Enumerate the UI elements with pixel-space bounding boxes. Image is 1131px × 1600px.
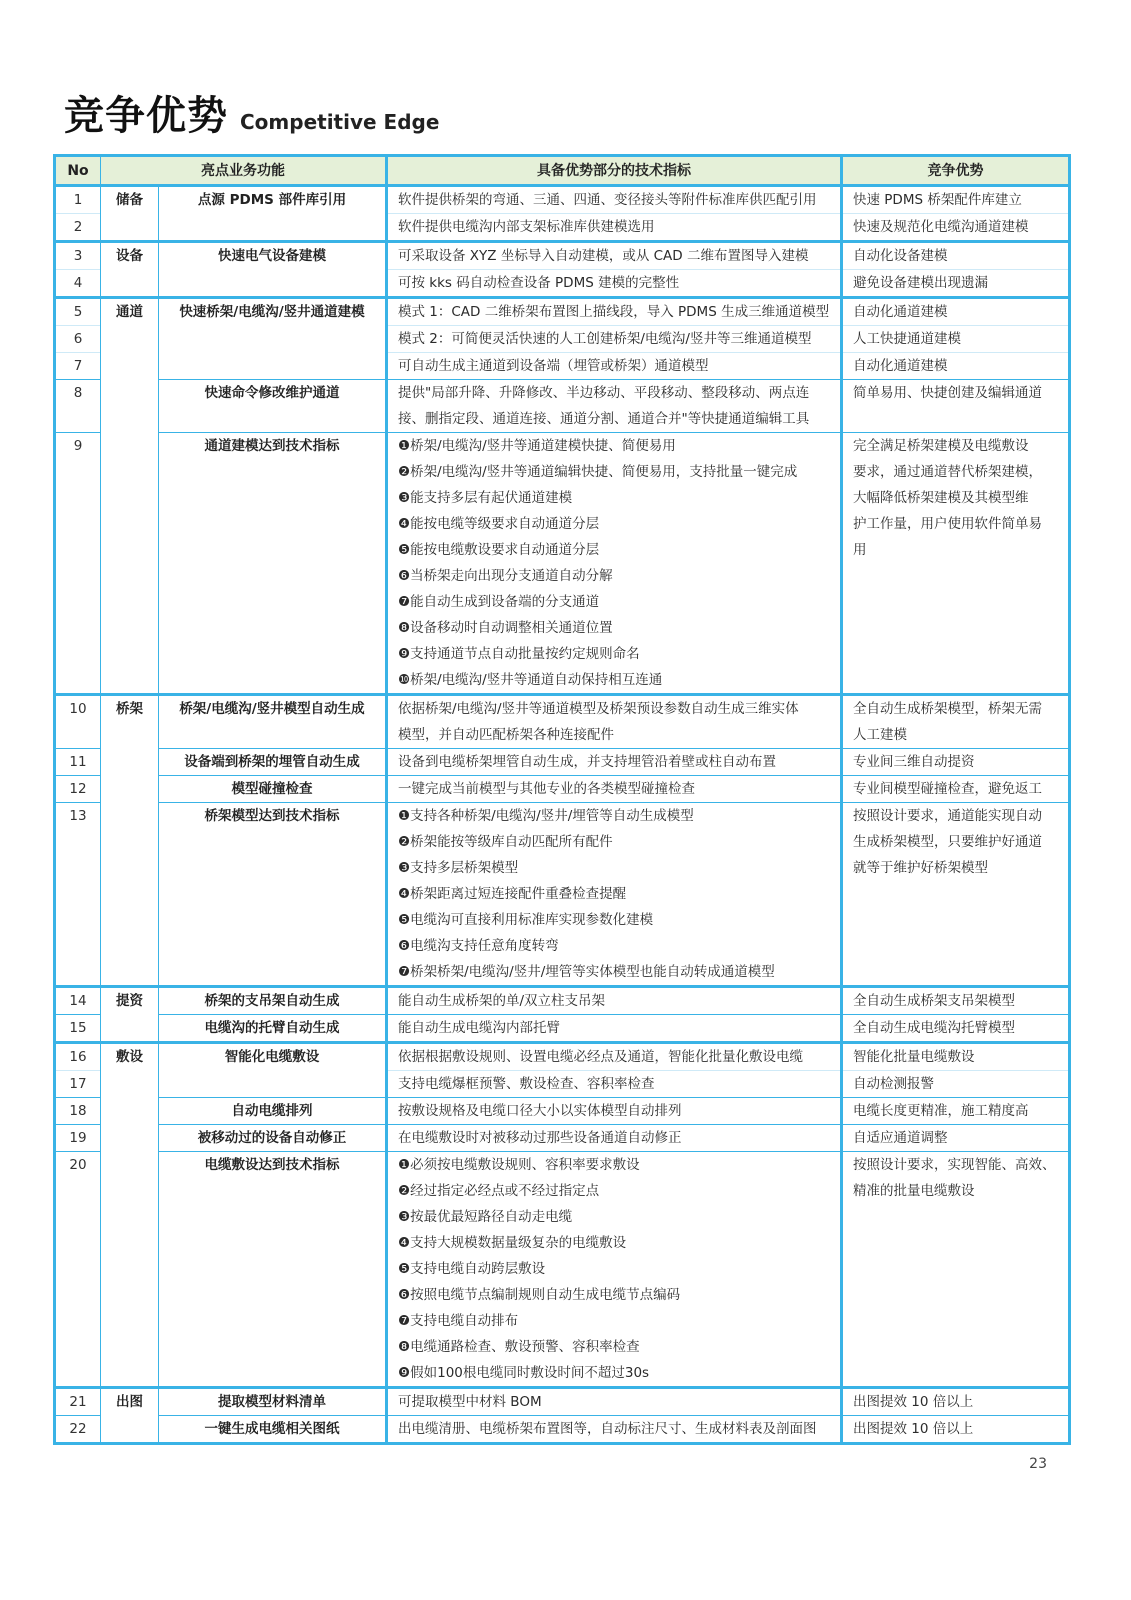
indicator-text: ❶桥架/电缆沟/竖井等通道建模快捷、简便易用 [398, 438, 676, 454]
row-number: 10 [55, 695, 101, 749]
indicator-text: ❶支持各种桥架/电缆沟/竖井/埋管等自动生成模型 [398, 808, 694, 824]
header-feature: 亮点业务功能 [101, 156, 387, 186]
advantage-text: 智能化批量电缆敷设 [853, 1049, 975, 1065]
advantage-cell [842, 803, 1070, 987]
advantage-text: 电缆长度更精准，施工精度高 [853, 1103, 1029, 1119]
indicator-cell [387, 1125, 842, 1152]
table-row [55, 433, 1070, 695]
competitive-edge-table [53, 154, 1071, 1445]
row-number: 18 [55, 1098, 101, 1125]
advantage-cell [842, 749, 1070, 776]
indicator-text: ❺电缆沟可直接利用标准库实现参数化建模 [398, 912, 654, 928]
indicator-cell [387, 214, 842, 242]
indicator-text: 出电缆清册、电缆桥架布置图等，自动标注尺寸、生成材料表及剖面图 [398, 1421, 817, 1437]
feature-cell: 桥架/电缆沟/竖井模型自动生成 [159, 695, 387, 749]
indicator-text: 设备到电缆桥架埋管自动生成，并支持埋管沿着壁或柱自动布置 [398, 754, 776, 770]
advantage-cell [842, 214, 1070, 242]
advantage-cell [842, 776, 1070, 803]
advantage-text: 人工快捷通道建模 [853, 331, 961, 347]
page-title: 竞争优势 [64, 93, 228, 139]
indicator-cell [387, 695, 842, 749]
indicator-cell [387, 186, 842, 214]
table-row [55, 803, 1070, 987]
indicator-cell [387, 1098, 842, 1125]
indicator-text: 能自动生成电缆沟内部托臂 [398, 1020, 560, 1036]
row-number: 8 [55, 380, 101, 433]
table-row [55, 1416, 1070, 1444]
indicator-text: ❺支持电缆自动跨层敷设 [398, 1261, 546, 1277]
row-number: 7 [55, 353, 101, 380]
indicator-text: 可自动生成主通道到设备端（埋管或桥架）通道模型 [398, 358, 709, 374]
indicator-text: 可按 kks 码自动检查设备 PDMS 建模的完整性 [398, 275, 680, 291]
advantage-text: 全自动生成电缆沟托臂模型 [853, 1020, 1015, 1036]
advantage-text: 自动化设备建模 [853, 248, 948, 264]
row-number: 17 [55, 1071, 101, 1098]
table-row [55, 749, 1070, 776]
advantage-text: 用 [853, 542, 867, 558]
row-number: 4 [55, 270, 101, 298]
category-cell: 设备 [101, 242, 159, 298]
indicator-cell [387, 1043, 842, 1071]
row-number: 11 [55, 749, 101, 776]
indicator-cell [387, 270, 842, 298]
indicator-text: ❾假如100根电缆同时敷设时间不超过30s [398, 1365, 650, 1381]
table-row [55, 776, 1070, 803]
indicator-cell [387, 353, 842, 380]
indicator-text: ❼能自动生成到设备端的分支通道 [398, 594, 600, 610]
feature-cell: 智能化电缆敷设 [159, 1043, 387, 1098]
advantage-cell [842, 242, 1070, 270]
indicator-text: 一键完成当前模型与其他专业的各类模型碰撞检查 [398, 781, 695, 797]
indicator-text: ❷桥架能按等级库自动匹配所有配件 [398, 834, 613, 850]
header-indicator: 具备优势部分的技术指标 [387, 156, 842, 186]
indicator-cell [387, 1071, 842, 1098]
feature-cell: 快速电气设备建模 [159, 242, 387, 298]
header-no: No [55, 156, 101, 186]
indicator-cell [387, 298, 842, 326]
table-row [55, 242, 1070, 270]
indicator-text: ❷桥架/电缆沟/竖井等通道编辑快捷、简便易用，支持批量一键完成 [398, 464, 798, 480]
advantage-text: 出图提效 10 倍以上 [853, 1394, 974, 1410]
advantage-text: 要求，通过通道替代桥架建模， [853, 464, 1042, 480]
indicator-cell [387, 776, 842, 803]
advantage-cell [842, 695, 1070, 749]
indicator-text: 支持电缆爆框预警、敷设检查、容积率检查 [398, 1076, 655, 1092]
header-advantage: 竞争优势 [842, 156, 1070, 186]
indicator-text: 按敷设规格及电缆口径大小以实体模型自动排列 [398, 1103, 682, 1119]
table-row [55, 1388, 1070, 1416]
advantage-text: 简单易用、快捷创建及编辑通道 [853, 385, 1042, 401]
indicator-text: 在电缆敷设时对被移动过那些设备通道自动修正 [398, 1130, 682, 1146]
indicator-text: 可采取设备 XYZ 坐标导入自动建模，或从 CAD 二维布置图导入建模 [398, 248, 809, 264]
advantage-cell [842, 380, 1070, 433]
table-row [55, 186, 1070, 214]
indicator-text: 可提取模型中材料 BOM [398, 1394, 542, 1410]
advantage-cell [842, 1125, 1070, 1152]
row-number: 16 [55, 1043, 101, 1071]
feature-cell: 电缆敷设达到技术指标 [159, 1152, 387, 1388]
advantage-text: 精准的批量电缆敷设 [853, 1183, 975, 1199]
row-number: 6 [55, 326, 101, 353]
advantage-text: 按照设计要求，通道能实现自动 [853, 808, 1042, 824]
feature-cell: 快速桥架/电缆沟/竖井通道建模 [159, 298, 387, 380]
advantage-cell [842, 270, 1070, 298]
advantage-text: 快速及规范化电缆沟通道建模 [853, 219, 1029, 235]
table-header-row [55, 156, 1070, 186]
advantage-cell [842, 1071, 1070, 1098]
row-number: 13 [55, 803, 101, 987]
advantage-text: 人工建模 [853, 727, 907, 743]
indicator-text: ❾支持通道节点自动批量按约定规则命名 [398, 646, 640, 662]
feature-cell: 设备端到桥架的埋管自动生成 [159, 749, 387, 776]
advantage-text: 避免设备建模出现遗漏 [853, 275, 988, 291]
indicator-cell [387, 1416, 842, 1444]
advantage-text: 就等于维护好桥架模型 [853, 860, 988, 876]
advantage-text: 专业间三维自动提资 [853, 754, 975, 770]
indicator-text: 提供"局部升降、升降修改、半边移动、平段移动、整段移动、两点连 [398, 385, 810, 401]
feature-cell: 模型碰撞检查 [159, 776, 387, 803]
indicator-cell [387, 1152, 842, 1388]
indicator-text: 能自动生成桥架的单/双立柱支吊架 [398, 993, 606, 1009]
advantage-text: 大幅降低桥架建模及其模型维 [853, 490, 1029, 506]
indicator-text: ❸按最优最短路径自动走电缆 [398, 1209, 573, 1225]
indicator-text: ❹能按电缆等级要求自动通道分层 [398, 516, 600, 532]
category-cell: 储备 [101, 186, 159, 242]
advantage-text: 快速 PDMS 桥架配件库建立 [853, 192, 1022, 208]
category-cell: 通道 [101, 298, 159, 695]
indicator-text: ❻按照电缆节点编制规则自动生成电缆节点编码 [398, 1287, 681, 1303]
advantage-text: 自动检测报警 [853, 1076, 934, 1092]
row-number: 15 [55, 1015, 101, 1043]
indicator-cell [387, 749, 842, 776]
indicator-text: ❹支持大规模数据量级复杂的电缆敷设 [398, 1235, 627, 1251]
indicator-cell [387, 803, 842, 987]
indicator-text: ❸能支持多层有起伏通道建模 [398, 490, 573, 506]
indicator-text: ❹桥架距离过短连接配件重叠检查提醒 [398, 886, 627, 902]
indicator-cell [387, 380, 842, 433]
advantage-cell [842, 1043, 1070, 1071]
row-number: 1 [55, 186, 101, 214]
indicator-cell [387, 433, 842, 695]
feature-cell: 桥架模型达到技术指标 [159, 803, 387, 987]
indicator-text: 软件提供桥架的弯通、三通、四通、变径接头等附件标准库供匹配引用 [398, 192, 817, 208]
advantage-cell [842, 1416, 1070, 1444]
feature-cell: 电缆沟的托臂自动生成 [159, 1015, 387, 1043]
row-number: 14 [55, 987, 101, 1015]
indicator-text: 软件提供电缆沟内部支架标准库供建模选用 [398, 219, 655, 235]
indicator-text: ❼桥架桥架/电缆沟/竖井/埋管等实体模型也能自动转成通道模型 [398, 964, 775, 980]
advantage-cell [842, 433, 1070, 695]
category-cell: 提资 [101, 987, 159, 1043]
advantage-text: 完全满足桥架建模及电缆敷设 [853, 438, 1029, 454]
table-row [55, 1098, 1070, 1125]
advantage-text: 自动化通道建模 [853, 358, 948, 374]
indicator-text: ❷经过指定必经点或不经过指定点 [398, 1183, 600, 1199]
indicator-cell [387, 242, 842, 270]
indicator-text: 接、删指定段、通道连接、通道分割、通道合并"等快捷通道编辑工具 [398, 411, 810, 427]
advantage-text: 按照设计要求，实现智能、高效、 [853, 1157, 1056, 1173]
table-row [55, 1125, 1070, 1152]
indicator-text: ❺能按电缆敷设要求自动通道分层 [398, 542, 600, 558]
row-number: 5 [55, 298, 101, 326]
indicator-cell [387, 1388, 842, 1416]
advantage-cell [842, 186, 1070, 214]
page-heading [64, 84, 439, 141]
indicator-cell [387, 326, 842, 353]
indicator-text: 模型，并自动匹配桥架各种连接配件 [398, 727, 614, 743]
advantage-text: 专业间模型碰撞检查，避免返工 [853, 781, 1042, 797]
page-number: 23 [1029, 1456, 1047, 1472]
table-row [55, 1152, 1070, 1388]
indicator-text: ❿桥架/电缆沟/竖井等通道自动保持相互连通 [398, 672, 663, 688]
advantage-cell [842, 298, 1070, 326]
feature-cell: 桥架的支吊架自动生成 [159, 987, 387, 1015]
row-number: 19 [55, 1125, 101, 1152]
category-cell: 桥架 [101, 695, 159, 987]
row-number: 12 [55, 776, 101, 803]
category-cell: 敷设 [101, 1043, 159, 1388]
advantage-text: 自适应通道调整 [853, 1130, 948, 1146]
row-number: 22 [55, 1416, 101, 1444]
table-row [55, 298, 1070, 326]
row-number: 9 [55, 433, 101, 695]
table-row [55, 380, 1070, 433]
indicator-text: ❶必须按电缆敷设规则、容积率要求敷设 [398, 1157, 640, 1173]
advantage-cell [842, 987, 1070, 1015]
feature-cell: 通道建模达到技术指标 [159, 433, 387, 695]
indicator-text: ❸支持多层桥架模型 [398, 860, 519, 876]
table-row [55, 1043, 1070, 1071]
advantage-text: 自动化通道建模 [853, 304, 948, 320]
indicator-text: ❼支持电缆自动排布 [398, 1313, 519, 1329]
feature-cell: 自动电缆排列 [159, 1098, 387, 1125]
indicator-text: 依据根据敷设规则、设置电缆必经点及通道，智能化批量化敷设电缆 [398, 1049, 803, 1065]
table-row [55, 1015, 1070, 1043]
advantage-cell [842, 326, 1070, 353]
indicator-text: 模式 2：可简便灵活快速的人工创建桥架/电缆沟/竖井等三维通道模型 [398, 331, 812, 347]
row-number: 21 [55, 1388, 101, 1416]
indicator-cell [387, 1015, 842, 1043]
advantage-text: 全自动生成桥架模型，桥架无需 [853, 701, 1042, 717]
indicator-cell [387, 987, 842, 1015]
indicator-text: ❻当桥架走向出现分支通道自动分解 [398, 568, 613, 584]
advantage-cell [842, 1152, 1070, 1388]
table-row [55, 695, 1070, 749]
advantage-text: 全自动生成桥架支吊架模型 [853, 993, 1015, 1009]
indicator-text: ❽设备移动时自动调整相关通道位置 [398, 620, 613, 636]
category-cell: 出图 [101, 1388, 159, 1444]
advantage-cell [842, 1098, 1070, 1125]
advantage-text: 出图提效 10 倍以上 [853, 1421, 974, 1437]
row-number: 20 [55, 1152, 101, 1388]
advantage-text: 生成桥架模型，只要维护好通道 [853, 834, 1042, 850]
feature-cell: 快速命令修改维护通道 [159, 380, 387, 433]
table-row [55, 987, 1070, 1015]
indicator-text: ❽电缆通路检查、敷设预警、容积率检查 [398, 1339, 640, 1355]
feature-cell: 提取模型材料清单 [159, 1388, 387, 1416]
advantage-cell [842, 1388, 1070, 1416]
indicator-text: 模式 1：CAD 二维桥架布置图上描线段，导入 PDMS 生成三维通道模型 [398, 304, 830, 320]
feature-cell: 被移动过的设备自动修正 [159, 1125, 387, 1152]
feature-cell: 点源 PDMS 部件库引用 [159, 186, 387, 242]
feature-cell: 一键生成电缆相关图纸 [159, 1416, 387, 1444]
indicator-text: ❻电缆沟支持任意角度转弯 [398, 938, 559, 954]
indicator-text: 依据桥架/电缆沟/竖井等通道模型及桥架预设参数自动生成三维实体 [398, 701, 799, 717]
advantage-cell [842, 353, 1070, 380]
page-subtitle: Competitive Edge [240, 110, 440, 134]
advantage-text: 护工作量，用户使用软件简单易 [853, 516, 1042, 532]
advantage-cell [842, 1015, 1070, 1043]
row-number: 2 [55, 214, 101, 242]
row-number: 3 [55, 242, 101, 270]
